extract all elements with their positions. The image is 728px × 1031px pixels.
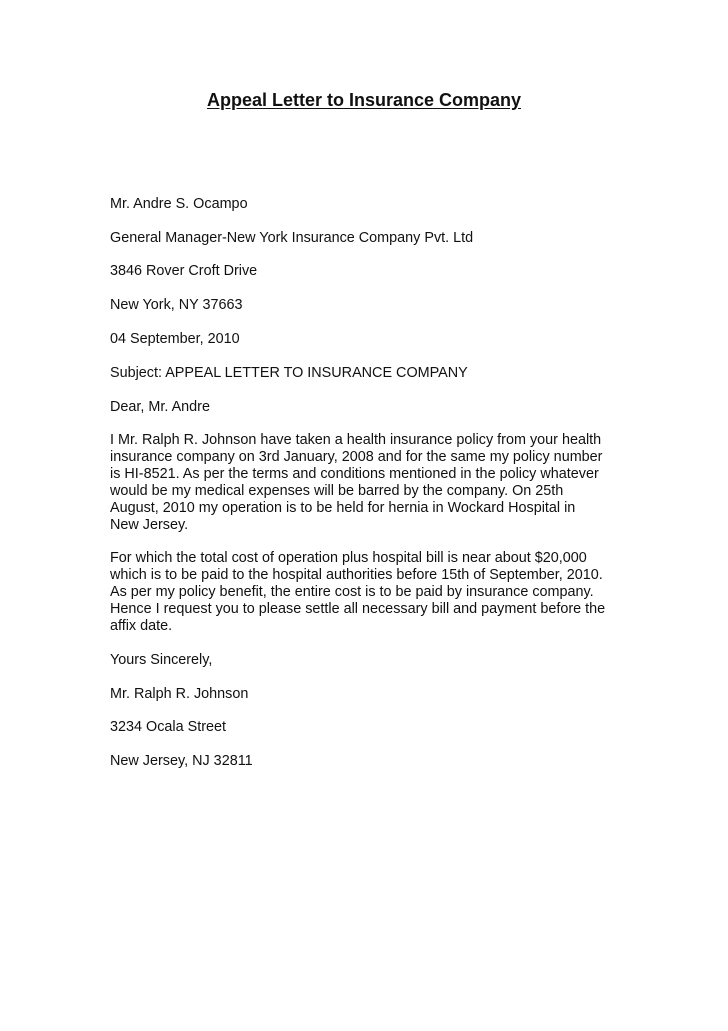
body-paragraph-line: insurance company on 3rd January, 2008 and for the same my policy number — [110, 449, 603, 465]
body-paragraph-line: Hence I request you to please settle all necessary bill and payment before the — [110, 601, 606, 617]
body-paragraph-line: which is to be paid to the hospital authorities before 15th of September, 2010. — [110, 567, 603, 583]
salutation: Dear, Mr. Andre — [110, 399, 210, 415]
body-paragraph-line: is HI-8521. As per the terms and conditions mentioned in the policy whatever — [110, 466, 599, 482]
body-paragraph-line: August, 2010 my operation is to be held for hernia in Wockard Hospital in — [110, 500, 576, 516]
recipient-street: 3846 Rover Croft Drive — [110, 263, 258, 279]
letter-date: 04 September, 2010 — [110, 331, 240, 347]
body-paragraph-line: I Mr. Ralph R. Johnson have taken a health insurance policy from your health — [110, 432, 602, 448]
recipient-name: Mr. Andre S. Ocampo — [110, 196, 248, 212]
sender-city: New Jersey, NJ 32811 — [110, 753, 253, 769]
recipient-position: General Manager-New York Insurance Company Pvt. Ltd — [110, 230, 474, 246]
body-paragraph-2 — [110, 550, 622, 635]
sender-street: 3234 Ocala Street — [110, 719, 226, 735]
body-paragraph-line: would be my medical expenses will be barred by the company. On 25th — [110, 483, 564, 499]
body-paragraph-line: For which the total cost of operation plus hospital bill is near about $20,000 — [110, 550, 587, 566]
body-paragraph-line: New Jersey. — [110, 517, 189, 533]
body-paragraph-1 — [110, 432, 622, 534]
closing: Yours Sincerely, — [110, 652, 213, 668]
body-paragraph-line: affix date. — [110, 618, 173, 634]
recipient-city: New York, NY 37663 — [110, 297, 243, 313]
page-title: Appeal Letter to Insurance Company — [206, 90, 522, 110]
sender-name: Mr. Ralph R. Johnson — [110, 686, 249, 702]
body-paragraph-line: As per my policy benefit, the entire cost is to be paid by insurance company. — [110, 584, 594, 600]
letter-subject: Subject: APPEAL LETTER TO INSURANCE COMPANY — [110, 365, 468, 381]
